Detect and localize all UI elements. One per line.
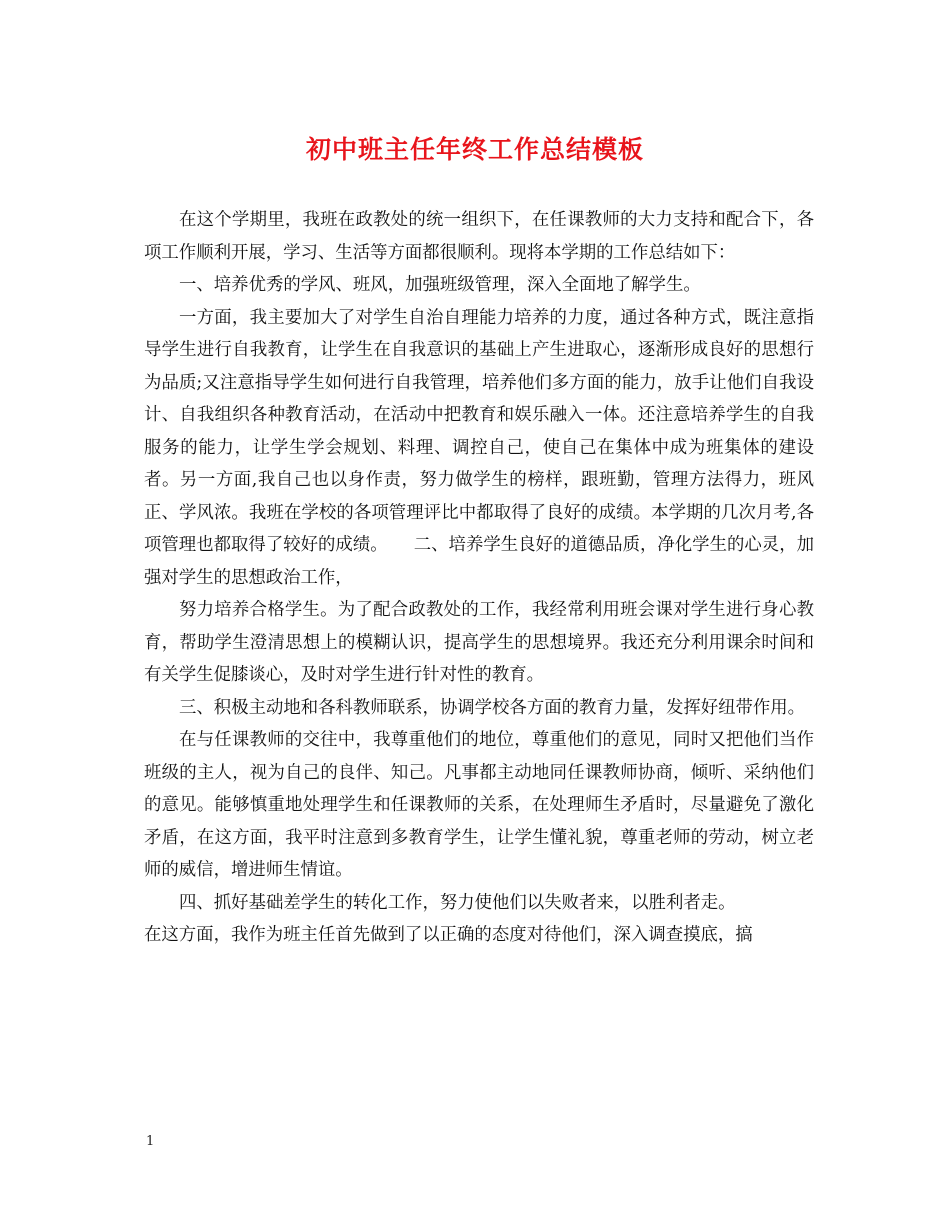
document-body: [144, 204, 814, 952]
paragraph-intro: 在这个学期里，我班在政教处的统一组织下，在任课教师的大力支持和配合下，各项工作顺利开展，学习、生活等方面都很顺利。现将本学期的工作总结如下：: [144, 210, 814, 263]
paragraph-section-1-heading: 一、培养优秀的学风、班风，加强班级管理，深入全面地了解学生。: [179, 275, 701, 295]
paragraph-section-4-body: 在这方面，我作为班主任首先做到了以正确的态度对待他们，深入调查摸底，搞: [144, 925, 753, 945]
document-title: 初中班主任年终工作总结模板: [305, 135, 644, 164]
paragraph-section-3-heading: 三、积极主动地和各科教师联系，协调学校各方面的教育力量，发挥好纽带作用。: [179, 697, 806, 718]
paragraph-section-2-body: 努力培养合格学生。为了配合政教处的工作，我经常利用班会课对学生进行身心教育，帮助学生澄清思想上的模糊认识，提高学生的思想境界。我还充分利用课余时间和有关学生促膝谈心，及时对学生进行针对性的教育。: [144, 600, 814, 685]
paragraph-section-4-heading: 四、抓好基础差学生的转化工作，努力使他们以失败者来，以胜利者走。: [179, 892, 736, 913]
paragraph-section-3-body: 在与任课教师的交往中，我尊重他们的地位，尊重他们的意见，同时又把他们当作班级的主人，视为自己的良伴、知己。凡事都主动地同任课教师协商，倾听、采纳他们的意见。能够慎重地处理学生和任课教师的关系，在处理师生矛盾时，尽量避免了激化矛盾，在这方面，我平时注意到多教育学生，让学生懂礼貌，尊重老师的劳动，树立老师的威信，增进师生情谊。: [144, 730, 814, 880]
paragraph-section-1-body: 一方面，我主要加大了对学生自治自理能力培养的力度，通过各种方式，既注意指导学生进行自我教育，让学生在自我意识的基础上产生进取心，逐渐形成良好的思想行为品质;又注意指导学生如何进行自我管理，培养他们多方面的能力，放手让他们自我设计、自我组织各种教育活动，在活动中把教育和娱乐融入一体。还注意培养学生的自我服务的能力，让学生学会规划、料理、调控自己，使自己在集体中成为班集体的建设者。另一方面,我自己也以身作责，努力做学生的榜样，跟班勤，管理方法得力，班风正、学风浓。我班在学校的各项管理评比中都取得了良好的成绩。本学期的几次月考,各项管理也都取得了较好的成绩。 二、培养学生良好的道德品质，净化学生的心灵，加强对学生的思想政治工作，: [144, 307, 814, 588]
page-number: 1: [146, 1134, 155, 1149]
